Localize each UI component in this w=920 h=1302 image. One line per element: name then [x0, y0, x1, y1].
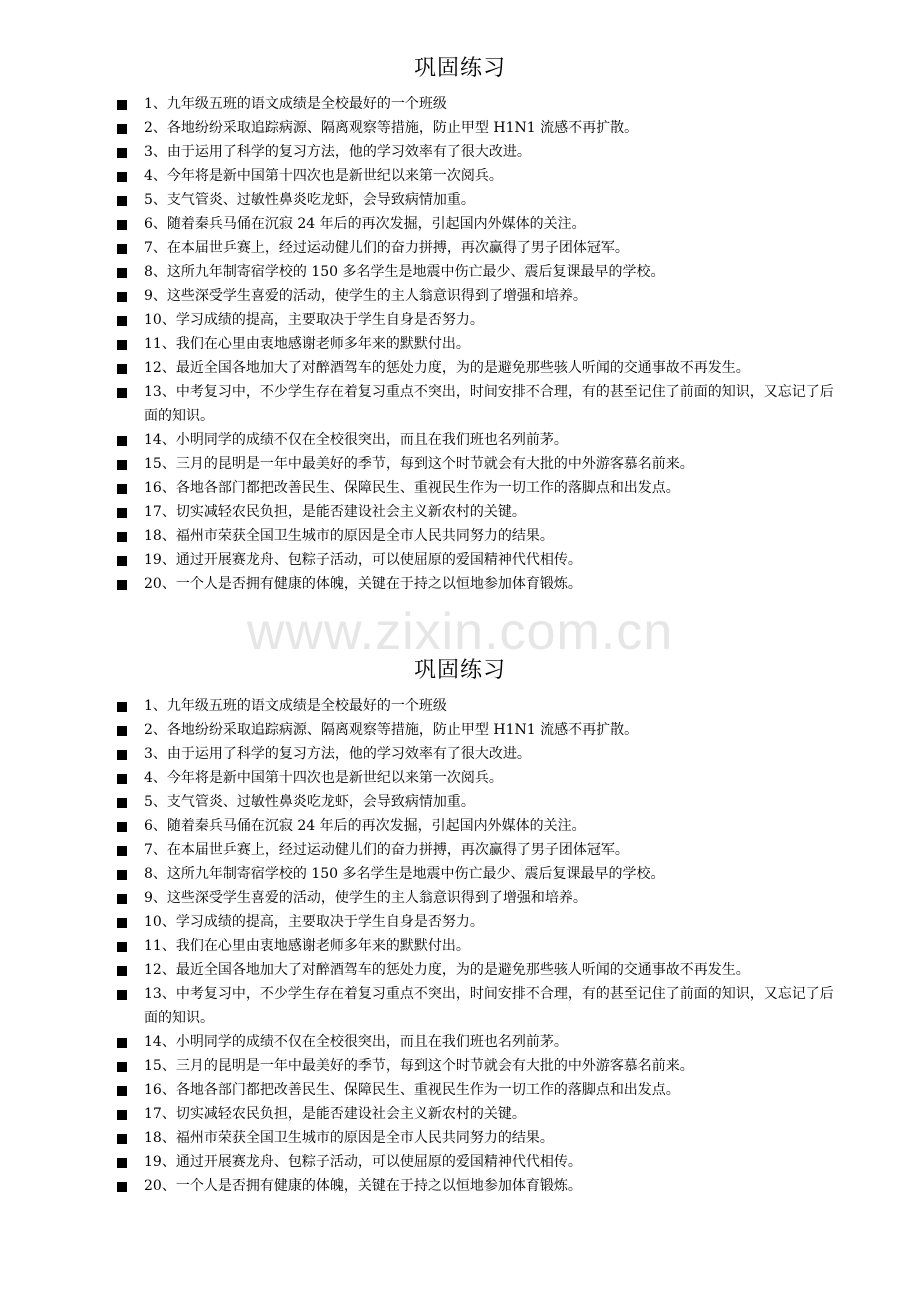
list-item: [0, 838, 920, 862]
list-item: [0, 1054, 920, 1078]
exercise-sentence: 8、这所九年制寄宿学校的 150 多名学生是地震中伤亡最少、震后复课最早的学校。: [144, 866, 665, 882]
square-bullet-icon: [117, 750, 127, 760]
list-item: [0, 116, 920, 140]
square-bullet-icon: [117, 822, 127, 832]
exercise-sentence: 20、一个人是否拥有健康的体魄，关键在于持之以恒地参加体育锻炼。: [144, 1178, 582, 1194]
list-item: [0, 694, 920, 718]
exercise-sentence: 2、各地纷纷采取追踪病源、隔离观察等措施，防止甲型 H1N1 流感不再扩散。: [144, 120, 639, 136]
square-bullet-icon: [117, 894, 127, 904]
square-bullet-icon: [117, 364, 127, 374]
list-item: [0, 476, 920, 500]
list-item: [0, 814, 920, 838]
list-item: [0, 332, 920, 356]
exercise-section-1: [0, 52, 920, 596]
square-bullet-icon: [117, 846, 127, 856]
list-item: [0, 1102, 920, 1126]
square-bullet-icon: [117, 100, 127, 110]
square-bullet-icon: [117, 316, 127, 326]
square-bullet-icon: [117, 918, 127, 928]
square-bullet-icon: [117, 148, 127, 158]
list-item: [0, 982, 920, 1030]
square-bullet-icon: [117, 870, 127, 880]
square-bullet-icon: [117, 556, 127, 566]
exercise-sentence: 19、通过开展赛龙舟、包粽子活动，可以使屈原的爱国精神代代相传。: [144, 552, 582, 568]
exercise-sentence: 17、切实减轻农民负担，是能否建设社会主义新农村的关键。: [144, 504, 526, 520]
square-bullet-icon: [117, 1110, 127, 1120]
square-bullet-icon: [117, 942, 127, 952]
exercise-sentence: 5、支气管炎、过敏性鼻炎吃龙虾，会导致病情加重。: [144, 192, 475, 208]
square-bullet-icon: [117, 774, 127, 784]
list-item: [0, 766, 920, 790]
exercise-sentence: 15、三月的昆明是一年中最美好的季节，每到这个时节就会有大批的中外游客慕名前来。: [144, 1058, 694, 1074]
square-bullet-icon: [117, 580, 127, 590]
list-item: [0, 1078, 920, 1102]
square-bullet-icon: [117, 388, 127, 398]
list-item: [0, 428, 920, 452]
list-item: [0, 524, 920, 548]
list-item: [0, 1030, 920, 1054]
exercise-sentence: 13、中考复习中，不少学生存在着复习重点不突出，时间安排不合理，有的甚至记住了前面的知识，又忘记了后面的知识。: [144, 384, 834, 424]
square-bullet-icon: [117, 1134, 127, 1144]
square-bullet-icon: [117, 268, 127, 278]
list-item: [0, 380, 920, 428]
exercise-sentence: 15、三月的昆明是一年中最美好的季节，每到这个时节就会有大批的中外游客慕名前来。: [144, 456, 694, 472]
list-item: [0, 212, 920, 236]
list-item: [0, 1150, 920, 1174]
square-bullet-icon: [117, 436, 127, 446]
exercise-sentence: 16、各地各部门都把改善民生、保障民生、重视民生作为一切工作的落脚点和出发点。: [144, 1082, 680, 1098]
section-title: 巩固练习: [413, 658, 506, 683]
exercise-sentence: 4、今年将是新中国第十四次也是新世纪以来第一次阅兵。: [144, 168, 503, 184]
exercise-sentence: 2、各地纷纷采取追踪病源、隔离观察等措施，防止甲型 H1N1 流感不再扩散。: [144, 722, 639, 738]
exercise-sentence: 7、在本届世乒赛上，经过运动健儿们的奋力拼搏，再次赢得了男子团体冠军。: [144, 842, 629, 858]
exercise-sentence: 1、九年级五班的语文成绩是全校最好的一个班级: [144, 96, 447, 112]
square-bullet-icon: [117, 990, 127, 1000]
exercise-sentence: 14、小明同学的成绩不仅在全校很突出，而且在我们班也名列前茅。: [144, 432, 568, 448]
square-bullet-icon: [117, 484, 127, 494]
square-bullet-icon: [117, 532, 127, 542]
list-item: [0, 236, 920, 260]
square-bullet-icon: [117, 1182, 127, 1192]
list-item: [0, 164, 920, 188]
square-bullet-icon: [117, 244, 127, 254]
square-bullet-icon: [117, 508, 127, 518]
list-item: [0, 188, 920, 212]
list-item: [0, 92, 920, 116]
square-bullet-icon: [117, 1062, 127, 1072]
exercise-sentence: 18、福州市荣获全国卫生城市的原因是全市人民共同努力的结果。: [144, 528, 554, 544]
exercise-sentence: 5、支气管炎、过敏性鼻炎吃龙虾，会导致病情加重。: [144, 794, 475, 810]
list-item: [0, 886, 920, 910]
exercise-section-2: [0, 654, 920, 1198]
exercise-sentence: 7、在本届世乒赛上，经过运动健儿们的奋力拼搏，再次赢得了男子团体冠军。: [144, 240, 629, 256]
list-item: [0, 356, 920, 380]
exercise-sentence: 9、这些深受学生喜爱的活动，使学生的主人翁意识得到了增强和培养。: [144, 890, 587, 906]
list-item: [0, 742, 920, 766]
square-bullet-icon: [117, 340, 127, 350]
list-item: [0, 934, 920, 958]
exercise-sentence: 10、学习成绩的提高，主要取决于学生自身是否努力。: [144, 312, 484, 328]
square-bullet-icon: [117, 702, 127, 712]
square-bullet-icon: [117, 1086, 127, 1096]
exercise-sentence: 12、最近全国各地加大了对醉酒驾车的惩处力度，为的是避免那些骇人听闻的交通事故不再发生。: [144, 360, 750, 376]
exercise-sentence: 12、最近全国各地加大了对醉酒驾车的惩处力度，为的是避免那些骇人听闻的交通事故不再发生。: [144, 962, 750, 978]
exercise-sentence: 10、学习成绩的提高，主要取决于学生自身是否努力。: [144, 914, 484, 930]
list-item: [0, 1126, 920, 1150]
list-item: [0, 958, 920, 982]
exercise-sentence: 13、中考复习中，不少学生存在着复习重点不突出，时间安排不合理，有的甚至记住了前面的知识，又忘记了后面的知识。: [144, 986, 834, 1026]
list-item: [0, 140, 920, 164]
exercise-list: [0, 92, 920, 596]
square-bullet-icon: [117, 172, 127, 182]
exercise-sentence: 20、一个人是否拥有健康的体魄，关键在于持之以恒地参加体育锻炼。: [144, 576, 582, 592]
square-bullet-icon: [117, 1158, 127, 1168]
list-item: [0, 862, 920, 886]
exercise-sentence: 9、这些深受学生喜爱的活动，使学生的主人翁意识得到了增强和培养。: [144, 288, 587, 304]
list-item: [0, 1174, 920, 1198]
list-item: [0, 308, 920, 332]
exercise-sentence: 11、我们在心里由衷地感谢老师多年来的默默付出。: [144, 938, 470, 954]
exercise-sentence: 1、九年级五班的语文成绩是全校最好的一个班级: [144, 698, 447, 714]
exercise-sentence: 3、由于运用了科学的复习方法，他的学习效率有了很大改进。: [144, 144, 531, 160]
square-bullet-icon: [117, 798, 127, 808]
square-bullet-icon: [117, 966, 127, 976]
list-item: [0, 718, 920, 742]
square-bullet-icon: [117, 460, 127, 470]
watermark: www.zixin.com.cn: [246, 603, 674, 661]
list-item: [0, 572, 920, 596]
exercise-sentence: 14、小明同学的成绩不仅在全校很突出，而且在我们班也名列前茅。: [144, 1034, 568, 1050]
exercise-sentence: 17、切实减轻农民负担，是能否建设社会主义新农村的关键。: [144, 1106, 526, 1122]
square-bullet-icon: [117, 1038, 127, 1048]
exercise-sentence: 18、福州市荣获全国卫生城市的原因是全市人民共同努力的结果。: [144, 1130, 554, 1146]
exercise-sentence: 6、随着秦兵马俑在沉寂 24 年后的再次发掘，引起国内外媒体的关注。: [144, 818, 586, 834]
exercise-sentence: 19、通过开展赛龙舟、包粽子活动，可以使屈原的爱国精神代代相传。: [144, 1154, 582, 1170]
exercise-sentence: 8、这所九年制寄宿学校的 150 多名学生是地震中伤亡最少、震后复课最早的学校。: [144, 264, 665, 280]
square-bullet-icon: [117, 196, 127, 206]
square-bullet-icon: [117, 726, 127, 736]
list-item: [0, 284, 920, 308]
square-bullet-icon: [117, 124, 127, 134]
square-bullet-icon: [117, 220, 127, 230]
exercise-list: [0, 694, 920, 1198]
exercise-sentence: 11、我们在心里由衷地感谢老师多年来的默默付出。: [144, 336, 470, 352]
exercise-sentence: 6、随着秦兵马俑在沉寂 24 年后的再次发掘，引起国内外媒体的关注。: [144, 216, 586, 232]
exercise-sentence: 3、由于运用了科学的复习方法，他的学习效率有了很大改进。: [144, 746, 531, 762]
list-item: [0, 910, 920, 934]
exercise-sentence: 16、各地各部门都把改善民生、保障民生、重视民生作为一切工作的落脚点和出发点。: [144, 480, 680, 496]
list-item: [0, 260, 920, 284]
square-bullet-icon: [117, 292, 127, 302]
section-title: 巩固练习: [413, 56, 506, 81]
list-item: [0, 452, 920, 476]
list-item: [0, 500, 920, 524]
list-item: [0, 548, 920, 572]
list-item: [0, 790, 920, 814]
exercise-sentence: 4、今年将是新中国第十四次也是新世纪以来第一次阅兵。: [144, 770, 503, 786]
